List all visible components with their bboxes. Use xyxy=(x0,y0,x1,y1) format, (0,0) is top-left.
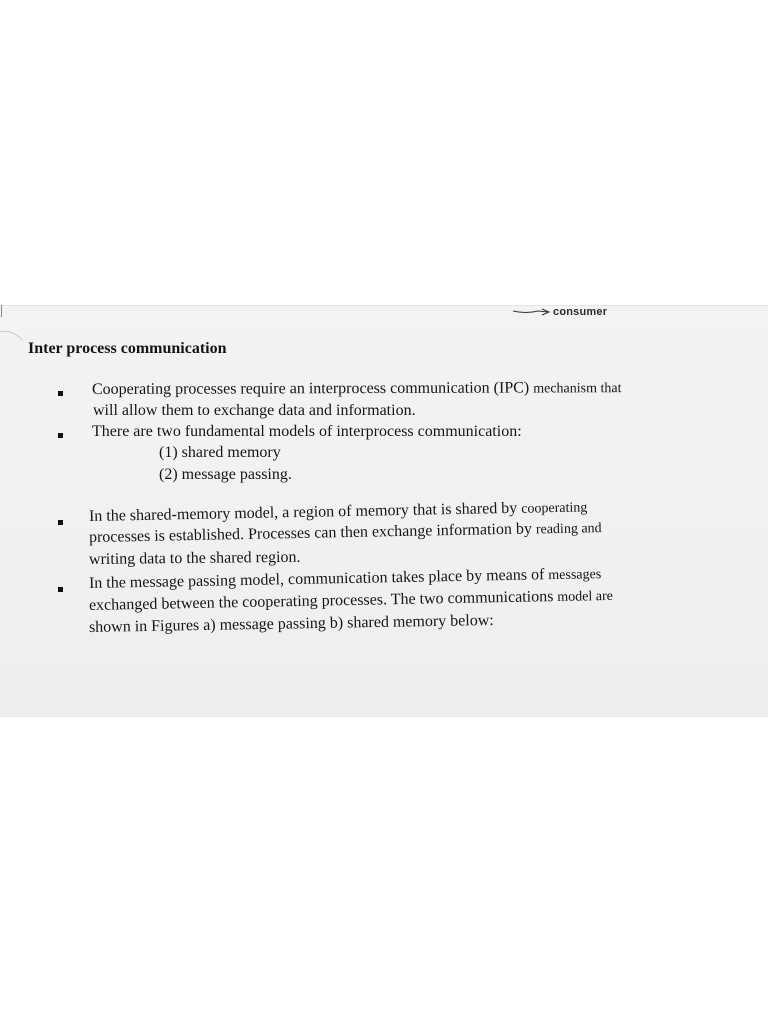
text-line: exchanged between the cooperating processes. The two communications xyxy=(88,588,554,614)
bullet-marker xyxy=(58,587,63,592)
text-line: shown in Figures a) message passing b) shared memory below: xyxy=(88,611,494,636)
text-line: In the shared-memory model, a region of memory that is shared by xyxy=(88,499,518,525)
arrow-right-icon xyxy=(512,307,552,317)
text-line: writing data to the shared region. xyxy=(88,548,301,568)
text-line: processes is established. Processes can then exchange information by xyxy=(88,520,533,546)
bullet-marker xyxy=(58,433,63,438)
consumer-label: consumer xyxy=(553,306,608,318)
text-line: will allow them to exchange data and information. xyxy=(93,402,416,419)
sublist-item: (1) shared memory xyxy=(159,444,281,461)
text-line: mechanism that xyxy=(533,381,622,397)
section-heading: Inter process communication xyxy=(28,340,227,357)
consumer-annotation xyxy=(512,305,607,319)
sublist-item: (2) message passing. xyxy=(159,466,292,483)
page-edge-mark xyxy=(1,305,2,317)
bullet-marker xyxy=(58,520,63,525)
text-line: In the message passing model, communication takes place by means of xyxy=(88,566,545,592)
bullet-marker xyxy=(58,391,63,396)
text-line: reading and xyxy=(535,521,602,538)
text-line: Cooperating processes require an interprocess communication (IPC) xyxy=(91,379,530,398)
text-line: messages xyxy=(548,567,602,584)
text-line: There are two fundamental models of interprocess communication: xyxy=(92,423,522,440)
text-line: model are xyxy=(557,588,614,606)
text-line: cooperating xyxy=(521,500,588,517)
document-page xyxy=(0,305,768,717)
